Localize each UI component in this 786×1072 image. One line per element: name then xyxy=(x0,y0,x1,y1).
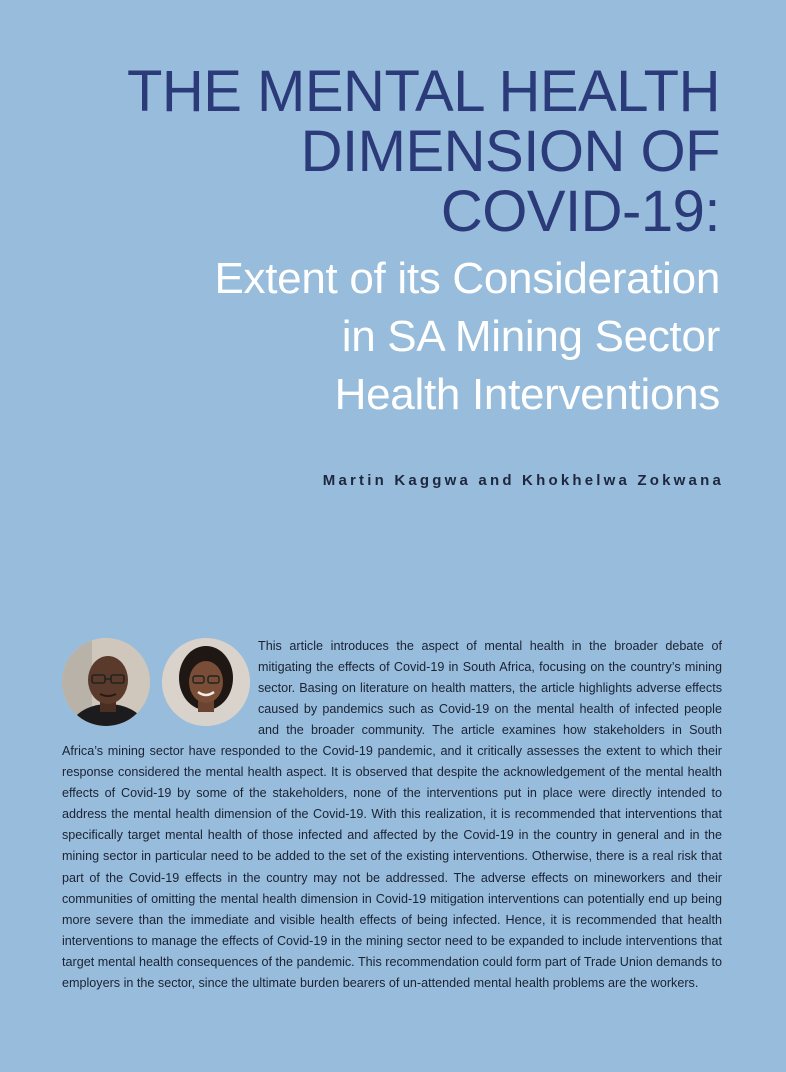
subtitle-line-3: Health Interventions xyxy=(334,370,720,419)
abstract xyxy=(62,636,722,994)
article-subtitle xyxy=(20,250,720,424)
title-line-3: COVID-19: xyxy=(440,179,720,244)
subtitle-line-2: in SA Mining Sector xyxy=(341,312,720,361)
title-block xyxy=(20,59,720,424)
title-line-1: THE MENTAL HEALTH xyxy=(126,59,720,124)
abstract-text: This article introduces the aspect of mental health in the broader debate of mitigating the effects of Covid-19 in South Africa, focusing on the country’s mining sector. Basing on literature on health matters, the article highlights adverse effects caused by pandemics such as Covid-19 on the mental health of infected people and the broader community. The article examines how stakeholders in South Africa’s mining sector have responded to the Covid-19 pandemic, and it critically assesses the extent to which their response considered the mental health aspect. It is observed that despite the acknowledgement of the mental health effects of Covid-19 by some of the stakeholders, none of the interventions put in place were directly intended to address the mental health dimension of the Covid-19. With this realization, it is recommended that interventions that specifically target mental health of those infected and affected by the Covid-19 in the country in general and in the mining sector in particular need to be added to the set of the existing interventions. Otherwise, there is a real risk that part of the Covid-19 effects in the country may not be addressed. The adverse effects on mineworkers and their communities of omitting the mental health dimension in Covid-19 mitigation interventions can potentially end up being more severe than the immediate and visible health effects of being infected. Hence, it is recommended that health interventions to manage the effects of Covid-19 in the mining sector need to be expanded to include interventions that target mental health consequences of the pandemic. This recommendation could form part of Trade Union demands to employers in the sector, since the ultimate burden bearers of un-attended mental health problems are the workers. xyxy=(62,639,722,990)
author-photo-martin-kaggwa-icon xyxy=(62,638,150,726)
author-photos xyxy=(62,636,254,736)
title-line-2: DIMENSION OF xyxy=(300,119,720,184)
article-title xyxy=(20,59,720,244)
author-photo-khokhelwa-zokwana-icon xyxy=(162,638,250,726)
subtitle-line-1: Extent of its Consideration xyxy=(214,254,720,303)
article-authors: Martin Kaggwa and Khokhelwa Zokwana xyxy=(322,472,724,489)
